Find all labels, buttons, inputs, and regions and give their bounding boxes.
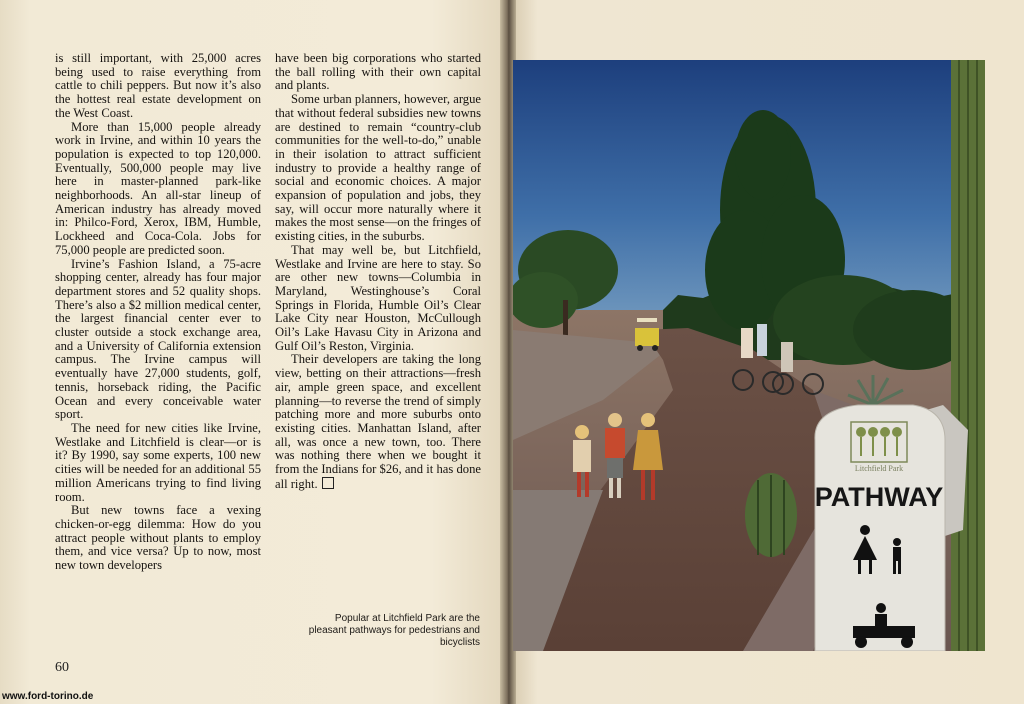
barrel-cactus: [745, 473, 797, 557]
article-column-1: [55, 52, 261, 573]
paragraph: More than 15,000 people already work in Irvine, and within 10 years the population is expected to top 120,000. Eventually, 500,000 people may live here in master-planned park-like neighborhoods. An all-star lineup of American industry has already moved in: Philco-Ford, Xerox, IBM, Humble, Lockheed and Coca-Cola. Jobs for 75,000 people are predicted soon.: [55, 119, 261, 257]
paragraph: That may well be, but Litchfield, Westlake and Irvine are here to stay. So are other new towns—Columbia in Maryland, Westinghouse’s Coral Springs in Florida, Humble Oil’s Clear Lake City near Houston, McCullough Oil’s Lake Havasu City in Arizona and Gulf Oil’s Reston, Virginia.: [275, 242, 481, 353]
paragraph: But new towns face a vexing chicken-or-egg dilemma: How do you attract people without plants to employ them, and vice versa? Up to now, most new town developers: [55, 503, 261, 573]
photo-caption: Popular at Litchfield Park are the pleasant pathways for pedestrians and bicyclists: [308, 613, 480, 648]
paragraph: Some urban planners, however, argue that without federal subsidies new towns are destined to remain “country-club communities for the well-to-do,” unable in their isolation to attract sufficient industry to provide a healthy range of social and economic choices. A major expansion of population and jobs, they say, will occur more naturally where it makes the most sense—on the fringes of existing cities, in the suburbs.: [275, 92, 481, 244]
paragraph-last: [275, 353, 481, 491]
watermark: www.ford-torino.de: [2, 691, 94, 702]
pathway-sign: [815, 405, 945, 651]
sign-word: PATHWAY: [814, 482, 944, 512]
sign-brand: Litchfield Park: [854, 464, 904, 473]
pathway-photo: [513, 60, 985, 651]
page-number: 60: [55, 660, 69, 675]
paragraph: The need for new cities like Irvine, Westlake and Litchfield is clear—or is it? By 1990, say some experts, 100 new cities will be needed for an additional 55 million Americans trying to find living room.: [55, 420, 261, 504]
paragraph: Irvine’s Fashion Island, a 75-acre shopping center, already has four major department stores and 52 quality shops. There’s also a $2 million medical center, the largest financial center ever to cluster outside a stock exchange area, and a University of California extension campus. The Irvine campus will eventually have 27,000 students, golf, tennis, horseback riding, the Pacific Ocean and every conceivable water sport.: [55, 256, 261, 422]
saguaro-cactus: [951, 60, 985, 651]
paragraph: is still important, with 25,000 acres being used to raise everything from cattle to chili peppers. But now it’s also the hottest real estate development on the West Coast.: [55, 51, 261, 120]
paragraph: have been big corporations who started the ball rolling with their own capital and plants.: [275, 51, 481, 93]
end-mark-icon: [322, 477, 334, 489]
article-column-2: [275, 52, 481, 492]
paragraph-text: Their developers are taking the long view, betting on their attractions—fresh air, ample green space, and excellent planning—to reverse the trend of simply patching more and more suburbs onto existing cities. Manhattan Island, after all, was once a new town, too. There was nothing there when we bought it from the Indians for $26, and it has done all right.: [275, 352, 481, 491]
